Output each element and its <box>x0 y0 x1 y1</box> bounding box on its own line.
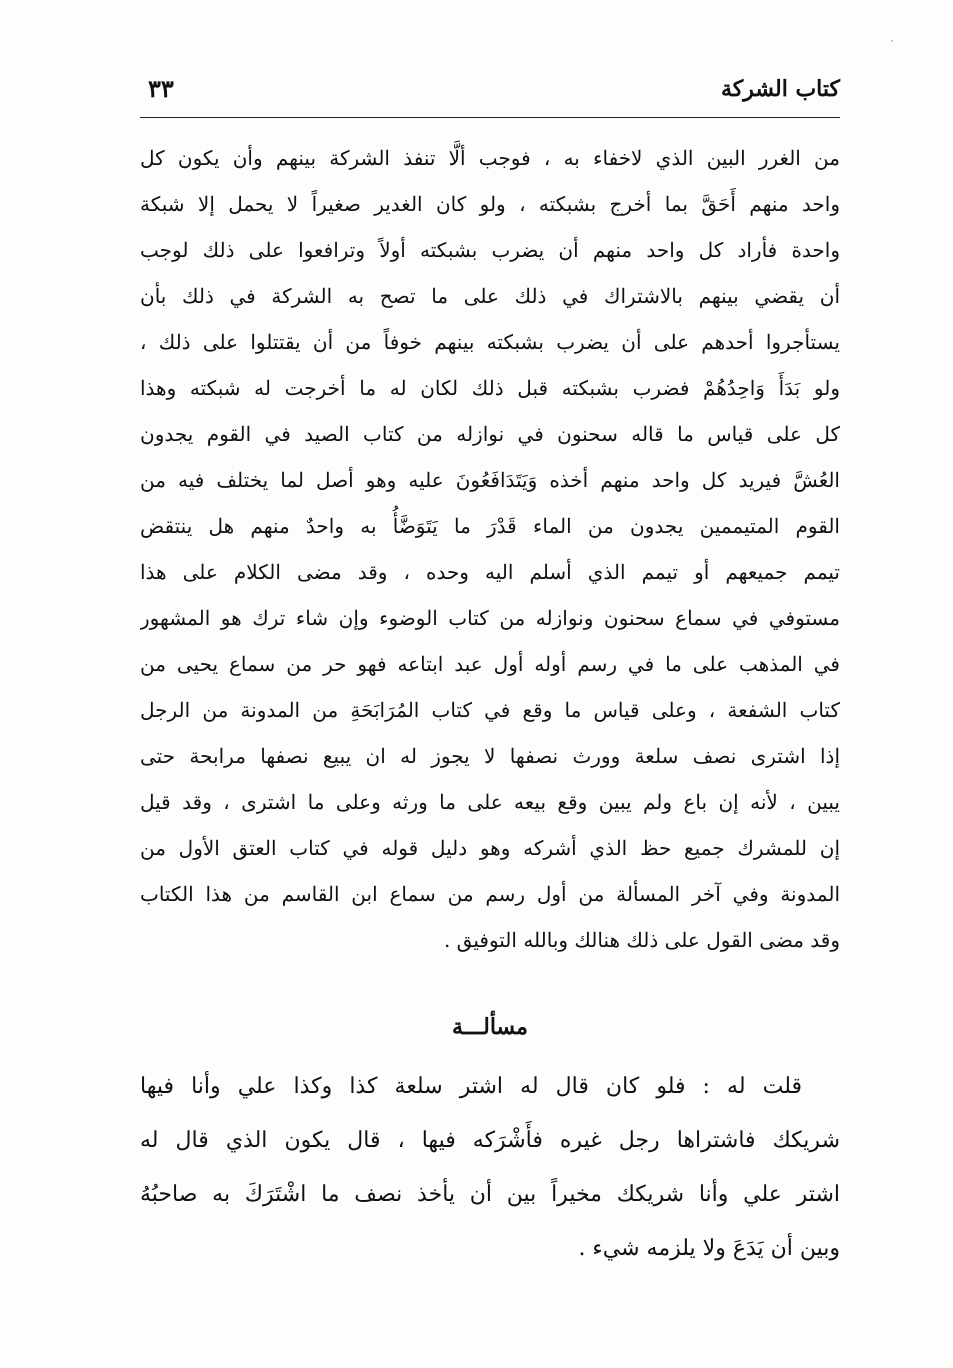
text-line: وقد مضى القول على ذلك هنالك وبالله التوفيق . <box>443 928 840 952</box>
text-line: وبين أن يَدَعَ ولا يلزمه شيء . <box>578 1236 840 1261</box>
text-line: أن يقضي بينهم بالاشتراك في ذلك على ما تصح به الشركة في ذلك بأن <box>140 284 840 308</box>
text-line: كل على قياس ما قاله سحنون في نوازله من كتاب الصيد في القوم يجدون <box>140 422 840 446</box>
text-line: واحد منهم أَحَقَّ بما أخرج بشبكته ، ولو كان الغدير صغيراً لا يحمل إلا شبكة <box>140 192 840 216</box>
text-line: من الغرر البين الذي لاخفاء به ، فوجب ألَّا تنفذ الشركة بينهم وأن يكون كل <box>140 146 840 170</box>
text-line: القوم المتيممين يجدون من الماء قَدْرَ ما يَتَوَضَّأُ به واحدٌ منهم هل ينتقض <box>140 514 840 538</box>
chapter-title: كتاب الشركة <box>720 76 840 102</box>
scan-speck <box>891 40 893 42</box>
text-line: إن للمشرك جميع حظ الذي أشركه وهو دليل قوله في كتاب العتق الأول من <box>140 836 840 860</box>
page-number: ٣٣ <box>148 74 174 103</box>
text-line: كتاب الشفعة ، وعلى قياس ما وقع في كتاب المُرَابَحَةِ من المدونة من الرجل <box>140 698 840 722</box>
text-line: قلت له : فلو كان قال له اشتر سلعة كذا وكذا علي وأنا فيها <box>140 1074 802 1099</box>
text-line: شريكك فاشتراها رجل غيره فأَشْرَكه فيها ، قال يكون الذي قال له <box>140 1128 840 1153</box>
text-line: ولو بَدَأَ وَاحِدُهُمْ فضرب بشبكته قبل ذلك لكان له ما أخرجت له شبكته وهذا <box>140 376 840 400</box>
main-text-block <box>140 135 840 963</box>
text-line: اشتر علي وأنا شريكك مخيراً بين أن يأخذ نصف ما اشْتَرَكَ به صاحبُهُ <box>140 1182 840 1207</box>
text-line: المدونة وفي آخر المسألة من أول رسم من سماع ابن القاسم من هذا الكتاب <box>140 882 840 906</box>
text-line: يبين ، لأنه إن باع ولم يبين وقع بيعه على ما ورثه وعلى ما اشترى ، وقد قيل <box>140 790 840 814</box>
running-header <box>140 70 840 114</box>
section-heading: مسألـــة <box>452 1014 528 1040</box>
text-line: مستوفي في سماع سحنون ونوازله من كتاب الوضوء وإن شاء ترك هو المشهور <box>140 606 840 630</box>
text-line: إذا اشترى نصف سلعة وورث نصفها لا يجوز له ان يبيع نصفها مرابحة حتى <box>140 744 840 768</box>
text-line: العُشَّ فيريد كل واحد منهم أخذه وَيَتَدَافَعُونَ عليه وهو أصل لما يختلف فيه من <box>140 468 840 492</box>
header-divider <box>140 117 840 118</box>
text-line: تيمم جميعهم أو تيمم الذي أسلم اليه وحده ، وقد مضى الكلام على هذا <box>140 560 840 584</box>
section-text-block <box>140 1060 840 1276</box>
text-line: يستأجروا أحدهم على أن يضرب بشبكته بينهم خوفاً من أن يقتتلوا على ذلك ، <box>140 330 840 354</box>
text-line: واحدة فأراد كل واحد منهم أن يضرب بشبكته أولاً وترافعوا على ذلك لوجب <box>140 238 840 262</box>
text-line: في المذهب على ما في رسم أوله أول عبد ابتاعه فهو حر من سماع يحيى من <box>140 652 840 676</box>
